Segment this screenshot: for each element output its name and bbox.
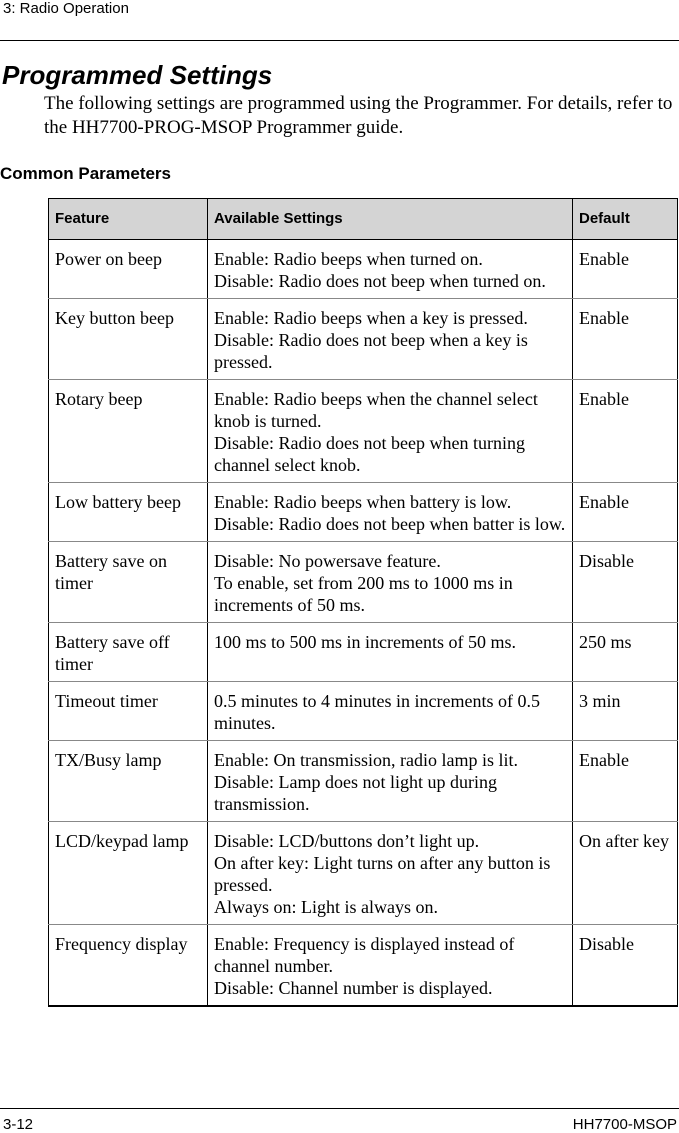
settings-line: Enable: Frequency is displayed instead of channel number.: [214, 934, 515, 976]
column-header-default: Default: [573, 199, 678, 240]
table-row: [49, 542, 678, 623]
settings-cell: [208, 925, 573, 1007]
feature-cell: TX/Busy lamp: [49, 741, 208, 822]
default-cell: 250 ms: [573, 623, 678, 682]
settings-cell: [208, 299, 573, 380]
settings-line: 100 ms to 500 ms in increments of 50 ms.: [214, 632, 516, 652]
settings-cell: [208, 741, 573, 822]
table-row: [49, 623, 678, 682]
settings-cell: [208, 682, 573, 741]
column-header-settings: Available Settings: [208, 199, 573, 240]
default-cell: Enable: [573, 741, 678, 822]
feature-cell: LCD/keypad lamp: [49, 822, 208, 925]
settings-cell: [208, 623, 573, 682]
settings-line: Always on: Light is always on.: [214, 897, 438, 917]
footer-rule: [0, 1108, 679, 1109]
settings-line: Enable: Radio beeps when the channel select knob is turned.: [214, 389, 538, 431]
settings-line: Disable: Radio does not beep when turned on.: [214, 271, 546, 291]
settings-line: Disable: Radio does not beep when batter is low.: [214, 514, 566, 534]
settings-line: Disable: Radio does not beep when turning channel select knob.: [214, 433, 525, 475]
table-header-row: [49, 199, 678, 240]
settings-cell: [208, 240, 573, 299]
settings-line: Enable: Radio beeps when a key is pressed.: [214, 308, 528, 328]
default-cell: On after key: [573, 822, 678, 925]
table-row: [49, 380, 678, 483]
default-cell: Enable: [573, 380, 678, 483]
parameters-table: [48, 198, 678, 1007]
settings-line: To enable, set from 200 ms to 1000 ms in increments of 50 ms.: [214, 573, 513, 615]
settings-cell: [208, 380, 573, 483]
intro-paragraph: The following settings are programmed using the Programmer. For details, refer to the HH7700-PROG-MSOP Programmer guide.: [44, 93, 673, 138]
settings-line: On after key: Light turns on after any button is pressed.: [214, 853, 551, 895]
settings-cell: [208, 822, 573, 925]
table-row: [49, 741, 678, 822]
table-row: [49, 483, 678, 542]
feature-cell: Battery save off timer: [49, 623, 208, 682]
default-cell: Disable: [573, 542, 678, 623]
feature-cell: Battery save on timer: [49, 542, 208, 623]
settings-line: Enable: On transmission, radio lamp is lit.: [214, 750, 518, 770]
settings-line: Enable: Radio beeps when battery is low.: [214, 492, 512, 512]
feature-cell: Low battery beep: [49, 483, 208, 542]
feature-cell: Power on beep: [49, 240, 208, 299]
settings-line: Disable: Lamp does not light up during transmission.: [214, 772, 497, 814]
default-cell: Enable: [573, 483, 678, 542]
subheading: Common Parameters: [0, 164, 172, 183]
settings-line: Disable: Radio does not beep when a key is pressed.: [214, 330, 528, 372]
feature-cell: Frequency display: [49, 925, 208, 1007]
settings-line: Disable: No powersave feature.: [214, 551, 441, 571]
page-number: 3-12: [3, 1116, 34, 1133]
default-cell: 3 min: [573, 682, 678, 741]
table-row: [49, 925, 678, 1007]
table-body: [49, 240, 678, 1007]
settings-cell: [208, 542, 573, 623]
settings-line: Enable: Radio beeps when turned on.: [214, 249, 483, 269]
table-row: [49, 299, 678, 380]
section-title: Programmed Settings: [2, 60, 273, 90]
settings-cell: [208, 483, 573, 542]
settings-line: Disable: Channel number is displayed.: [214, 978, 493, 998]
settings-line: 0.5 minutes to 4 minutes in increments of 0.5 minutes.: [214, 691, 540, 733]
running-header: 3: Radio Operation: [3, 0, 129, 17]
product-name: HH7700-MSOP: [572, 1116, 677, 1133]
table-row: [49, 822, 678, 925]
feature-cell: Timeout timer: [49, 682, 208, 741]
feature-cell: Key button beep: [49, 299, 208, 380]
header-rule: [0, 40, 679, 41]
default-cell: Enable: [573, 240, 678, 299]
settings-line: Disable: LCD/buttons don’t light up.: [214, 831, 480, 851]
column-header-feature: Feature: [49, 199, 208, 240]
default-cell: Disable: [573, 925, 678, 1007]
default-cell: Enable: [573, 299, 678, 380]
table-row: [49, 240, 678, 299]
table-row: [49, 682, 678, 741]
feature-cell: Rotary beep: [49, 380, 208, 483]
